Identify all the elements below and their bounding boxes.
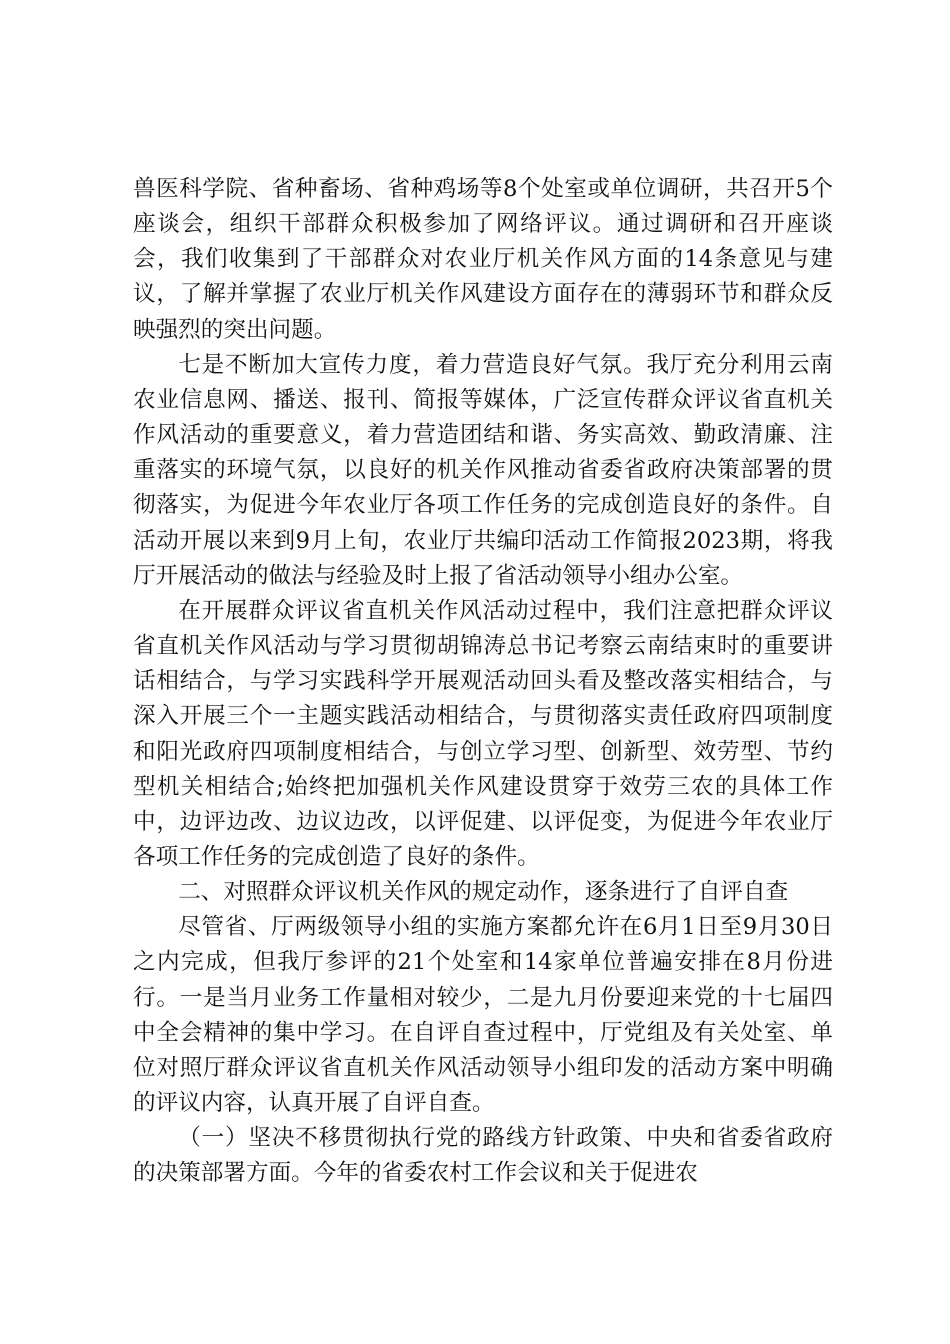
- document-body: [133, 172, 833, 1192]
- paragraph-continuation: 兽医科学院、省种畜场、省种鸡场等8个处室或单位调研，共召开5个座谈会，组织干部群众积极参加了网络评议。通过调研和召开座谈会，我们收集到了干部群众对农业厅机关作风方面的14条意见与建议，了解并掌握了农业厅机关作风建设方面存在的薄弱环节和群众反映强烈的突出问题。: [133, 176, 833, 343]
- paragraph-integration: 在开展群众评议省直机关作风活动过程中，我们注意把群众评议省直机关作风活动与学习贯彻胡锦涛总书记考察云南结束时的重要讲话相结合，与学习实践科学开展观活动回头看及整改落实相结合，与深入开展三个一主题实践活动相结合，与贯彻落实责任政府四项制度和阳光政府四项制度相结合，与创立学习型、创新型、效劳型、节约型机关相结合;始终把加强机关作风建设贯穿于效劳三农的具体工作中，边评边改、边议边改，以评促建、以评促变，为促进今年农业厅各项工作任务的完成创造了良好的条件。: [133, 597, 833, 870]
- section-heading-self-assessment: 二、对照群众评议机关作风的规定动作，逐条进行了自评自查: [178, 879, 789, 906]
- paragraph-policy-execution: （一）坚决不移贯彻执行党的路线方针政策、中央和省委省政府的决策部署方面。今年的省委农村工作会议和关于促进农: [133, 1125, 833, 1187]
- paragraph-schedule: 尽管省、厅两级领导小组的实施方案都允许在6月1日至9月30日之内完成，但我厅参评的21个处室和14家单位普遍安排在8月份进行。一是当月业务工作量相对较少，二是九月份要迎来党的十七届四中全会精神的集中学习。在自评自查过程中，厅党组及有关处室、单位对照厅群众评议省直机关作风活动领导小组印发的活动方案中明确的评议内容，认真开展了自评自查。: [133, 914, 833, 1117]
- paragraph-publicity: 七是不断加大宣传力度，着力营造良好气氛。我厅充分利用云南农业信息网、播送、报刊、简报等媒体，广泛宣传群众评议省直机关作风活动的重要意义，着力营造团结和谐、务实高效、勤政清廉、注重落实的环境气氛，以良好的机关作风推动省委省政府决策部署的贯彻落实，为促进今年农业厅各项工作任务的完成创造良好的条件。自活动开展以来到9月上旬，农业厅共编印活动工作简报2023期，将我厅开展活动的做法与经验及时上报了省活动领导小组办公室。: [133, 351, 833, 589]
